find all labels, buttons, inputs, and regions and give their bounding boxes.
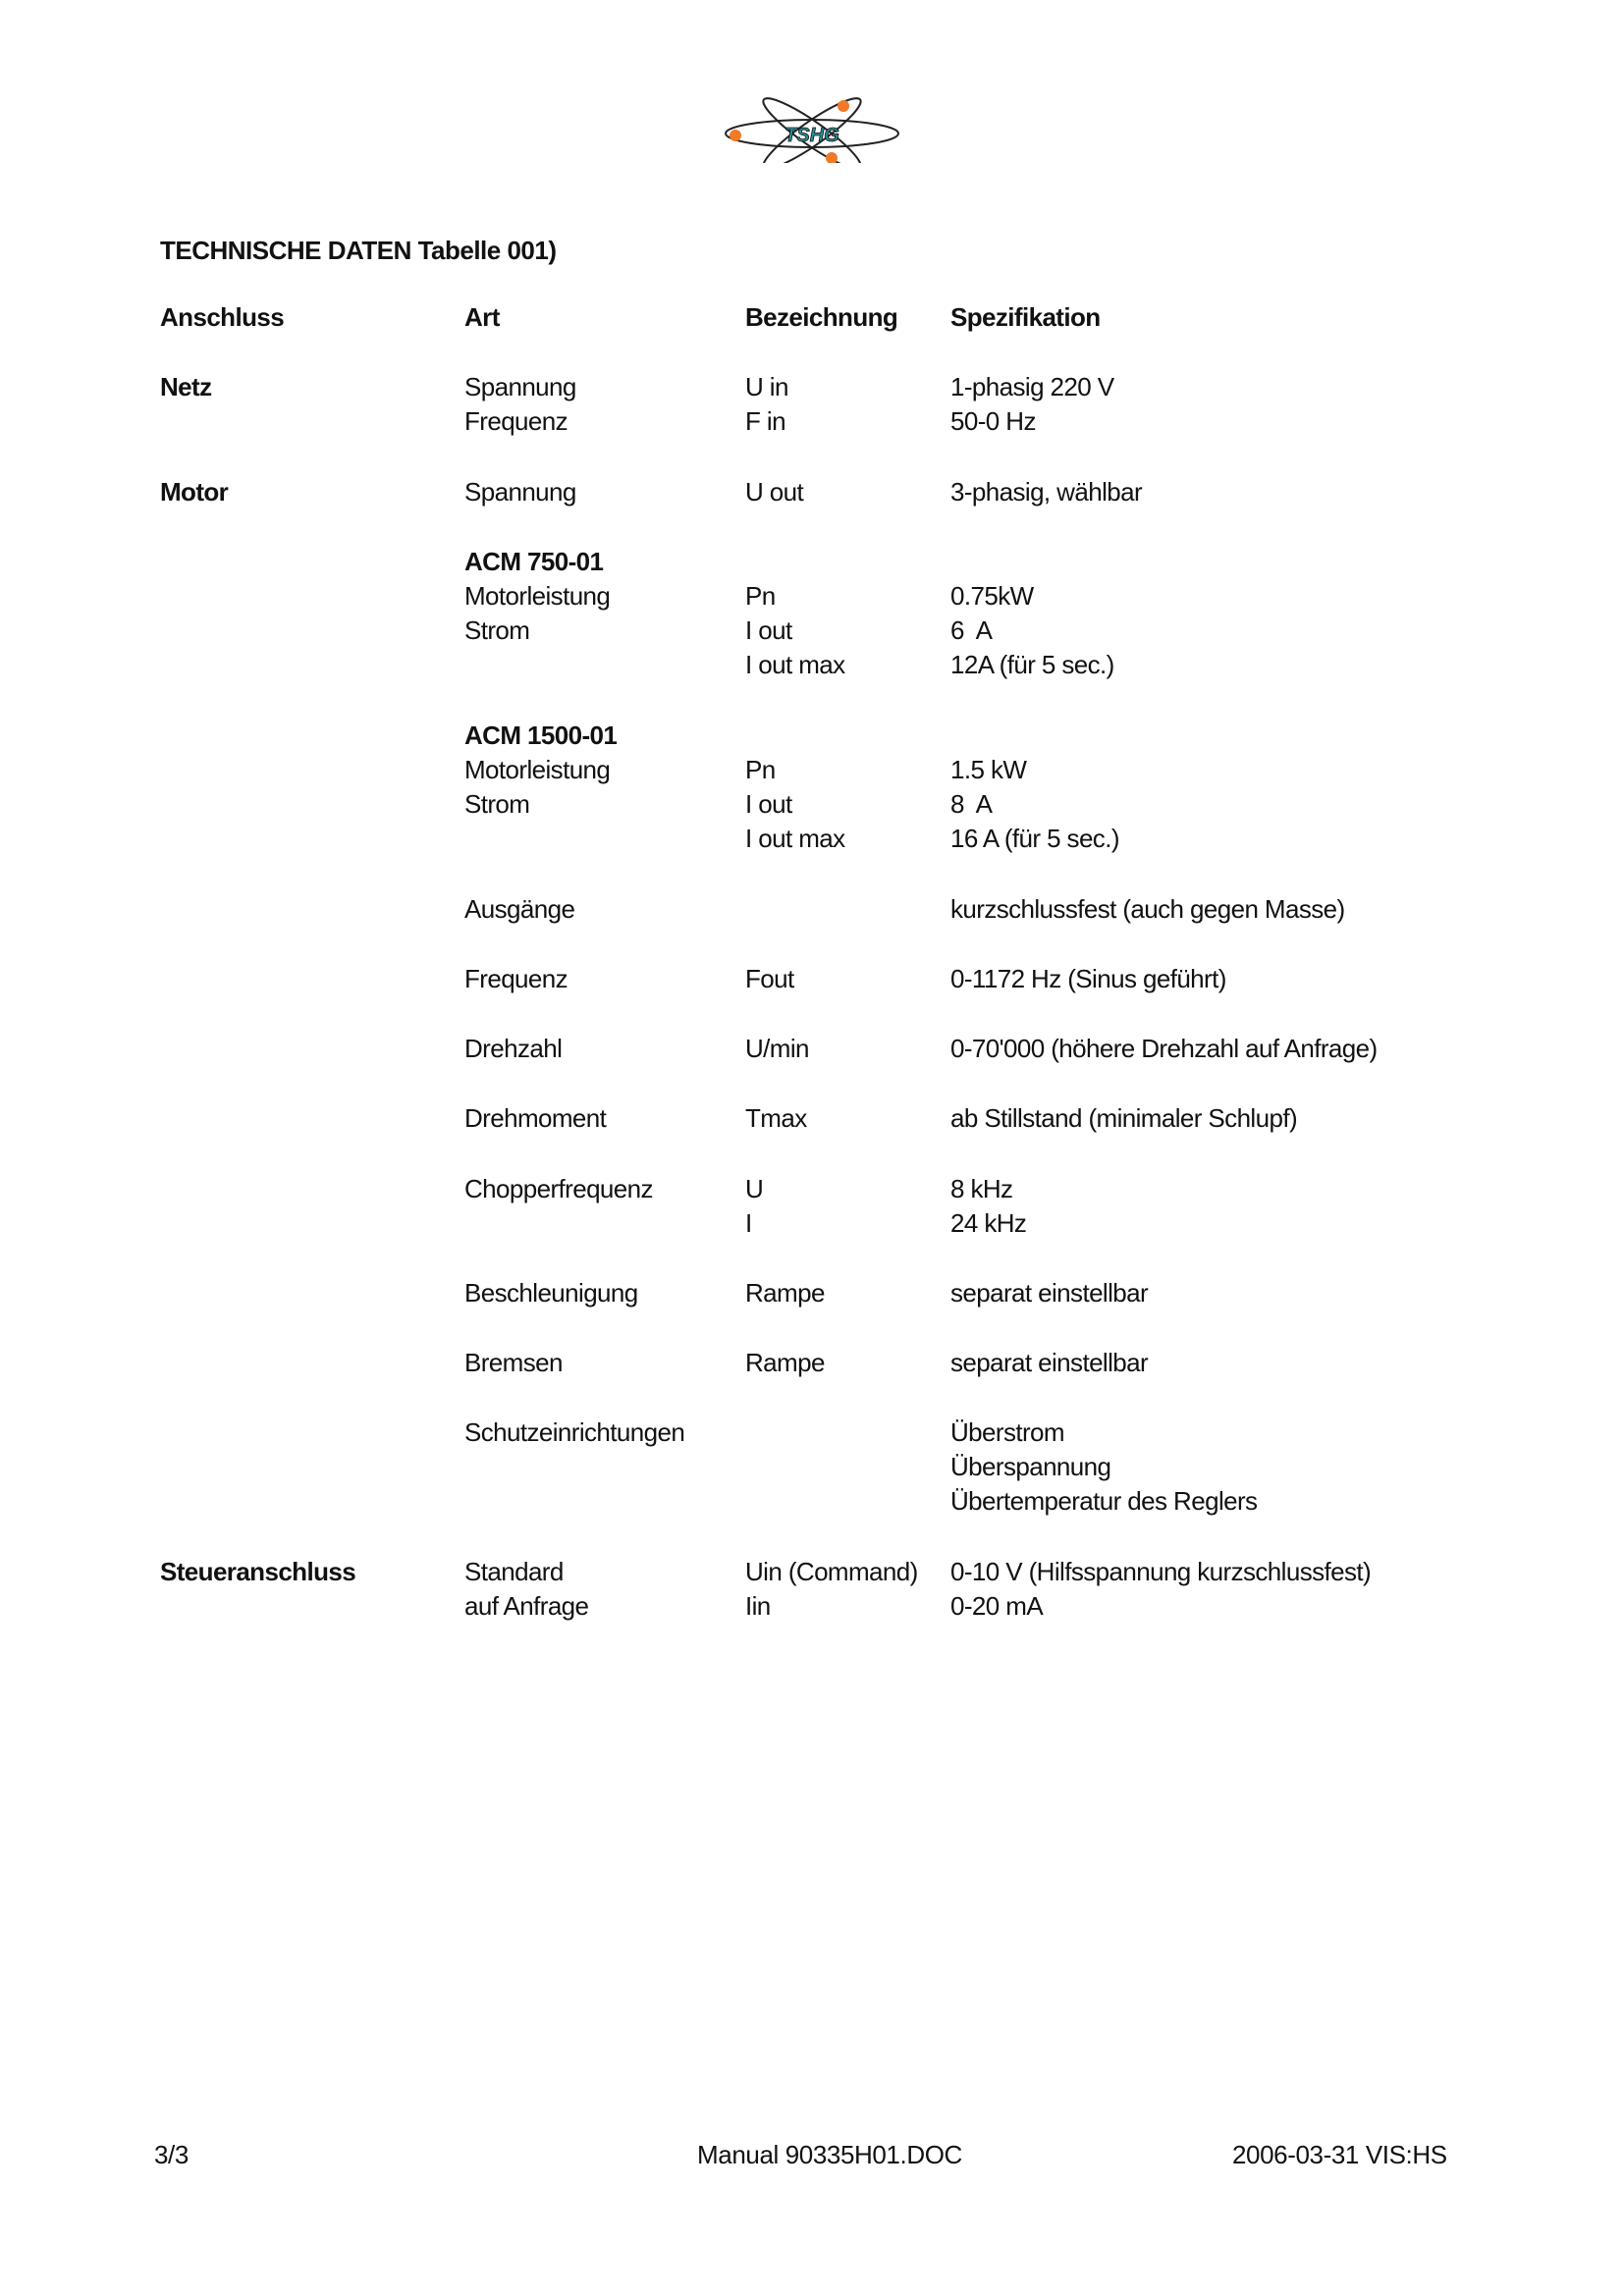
cell-bez: I out max xyxy=(745,824,845,853)
cell-spec: separat einstellbar xyxy=(950,1278,1149,1308)
cell-spec: 12A (für 5 sec.) xyxy=(950,650,1114,679)
cell-spec: 24 kHz xyxy=(950,1208,1027,1238)
cell-art: auf Anfrage xyxy=(464,1591,589,1621)
cell-spec: 50-0 Hz xyxy=(950,406,1036,436)
cell-spec: 0-10 V (Hilfsspannung kurzschlussfest) xyxy=(950,1557,1372,1586)
section-steueranschluss: Steueranschluss xyxy=(160,1557,356,1586)
cell-bez: I out xyxy=(745,615,792,645)
cell-art: Ausgänge xyxy=(464,894,575,924)
cell-spec: 6 A xyxy=(950,615,993,645)
cell-art: Schutzeinrichtungen xyxy=(464,1417,685,1447)
cell-bez: Rampe xyxy=(745,1348,825,1377)
cell-spec: 3-phasig, wählbar xyxy=(950,477,1143,507)
footer-date: 2006-03-31 VIS:HS xyxy=(1232,2140,1447,2169)
cell-spec: separat einstellbar xyxy=(950,1348,1149,1377)
cell-bez: U xyxy=(745,1174,764,1203)
cell-spec: 0-20 mA xyxy=(950,1591,1044,1621)
cell-spec: 1.5 kW xyxy=(950,755,1027,784)
cell-spec: 0.75kW xyxy=(950,581,1034,611)
cell-bez: Uin (Command) xyxy=(745,1557,918,1586)
cell-spec: ab Stillstand (minimaler Schlupf) xyxy=(950,1103,1298,1133)
cell-bez: I xyxy=(745,1208,752,1238)
header-bezeichnung: Bezeichnung xyxy=(745,302,898,332)
footer-page-number: 3/3 xyxy=(154,2140,189,2169)
cell-bez: Pn xyxy=(745,581,776,611)
document-title: TECHNISCHE DATEN Tabelle 001) xyxy=(160,236,557,265)
cell-art: Spannung xyxy=(464,372,576,401)
cell-spec: 8 A xyxy=(950,789,993,819)
cell-spec: Überstrom xyxy=(950,1417,1064,1447)
cell-spec: 16 A (für 5 sec.) xyxy=(950,824,1119,853)
section-netz: Netz xyxy=(160,372,212,401)
cell-bez: F in xyxy=(745,406,785,436)
cell-art: Frequenz xyxy=(464,964,568,993)
cell-bez: I out max xyxy=(745,650,845,679)
cell-art: Drehmoment xyxy=(464,1103,607,1133)
footer-filename: Manual 90335H01.DOC xyxy=(697,2140,962,2169)
cell-bez: I out xyxy=(745,789,792,819)
cell-bez: Iin xyxy=(745,1591,771,1621)
cell-bez: U/min xyxy=(745,1034,809,1063)
cell-bez: Pn xyxy=(745,755,776,784)
cell-bez: U in xyxy=(745,372,788,401)
cell-bez: Tmax xyxy=(745,1103,807,1133)
model-acm750: ACM 750-01 xyxy=(464,547,604,576)
cell-art: Bremsen xyxy=(464,1348,563,1377)
cell-spec: 8 kHz xyxy=(950,1174,1013,1203)
cell-art: Beschleunigung xyxy=(464,1278,638,1308)
cell-art: Motorleistung xyxy=(464,755,611,784)
cell-art: Frequenz xyxy=(464,406,568,436)
header-anschluss: Anschluss xyxy=(160,302,285,332)
cell-spec: 1-phasig 220 V xyxy=(950,372,1114,401)
atom-logo-icon xyxy=(722,96,903,163)
cell-art: Motorleistung xyxy=(464,581,611,611)
cell-art: Spannung xyxy=(464,477,576,507)
header-art: Art xyxy=(464,302,500,332)
cell-bez: Rampe xyxy=(745,1278,825,1308)
cell-art: Drehzahl xyxy=(464,1034,563,1063)
header-spezifikation: Spezifikation xyxy=(950,302,1101,332)
cell-art: Strom xyxy=(464,789,530,819)
section-motor: Motor xyxy=(160,477,229,507)
cell-spec: 0-1172 Hz (Sinus geführt) xyxy=(950,964,1226,993)
cell-spec: Übertemperatur des Reglers xyxy=(950,1486,1258,1516)
model-acm1500: ACM 1500-01 xyxy=(464,721,618,750)
cell-art: Chopperfrequenz xyxy=(464,1174,653,1203)
cell-spec: Überspannung xyxy=(950,1452,1111,1481)
cell-bez: Fout xyxy=(745,964,794,993)
cell-art: Strom xyxy=(464,615,530,645)
cell-spec: 0-70'000 (höhere Drehzahl auf Anfrage) xyxy=(950,1034,1378,1063)
cell-art: Standard xyxy=(464,1557,564,1586)
svg-text:TSHG: TSHG xyxy=(784,125,839,146)
cell-bez: U out xyxy=(745,477,804,507)
cell-spec: kurzschlussfest (auch gegen Masse) xyxy=(950,894,1345,924)
